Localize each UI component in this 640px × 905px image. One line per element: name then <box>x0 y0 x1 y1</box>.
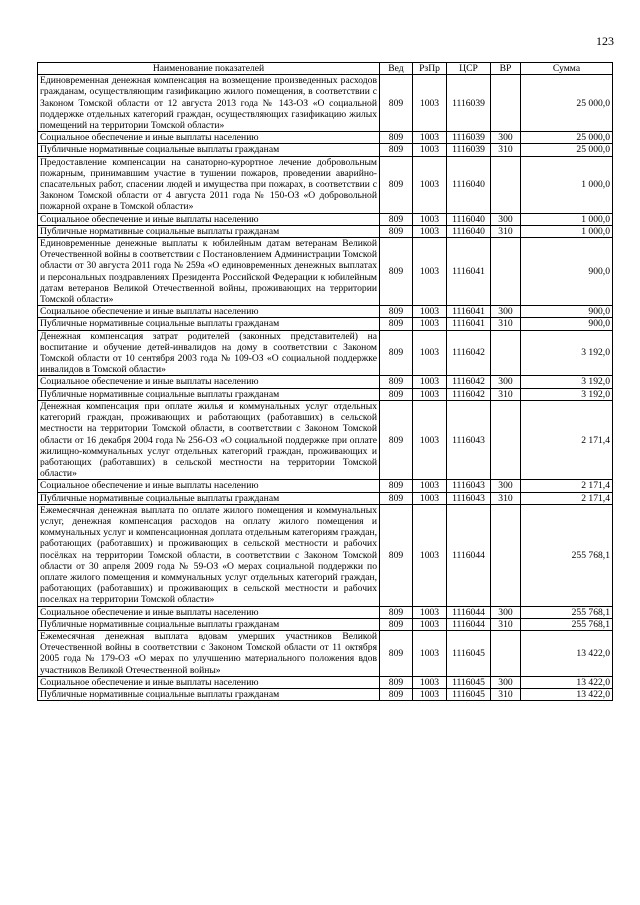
table-row <box>38 618 613 630</box>
cell-rzpr: 1003 <box>413 618 447 630</box>
cell-vr <box>491 504 521 606</box>
table-row <box>38 492 613 504</box>
header-sum: Сумма <box>521 63 613 75</box>
cell-sum: 25 000,0 <box>521 75 613 132</box>
cell-csr: 1116042 <box>447 330 491 376</box>
cell-csr: 1116040 <box>447 213 491 225</box>
cell-name: Единовременная денежная компенсация на возмещение произведенных расходов гражданам, осуществляющим газификацию жилого помещения, в соответствии с Законом Томской области от 12 августа 2013 года № 143-ОЗ «О социальной поддержке отдельных категорий граждан, осуществляющих газификацию жилых помещений на территории Томской области» <box>38 75 380 132</box>
cell-vr <box>491 630 521 676</box>
cell-rzpr: 1003 <box>413 676 447 688</box>
cell-vr <box>491 238 521 306</box>
table-header-row <box>38 63 613 75</box>
cell-name: Предоставление компенсации на санаторно-курортное лечение добровольным пожарным, принимавшим участие в тушении пожаров, проведении аварийно-спасательных работ, спасении людей и имущества при пожарах, в соответствии с Законом Томской области от 4 августа 2011 года № 150-ОЗ «О добровольной пожарной охране в Томской области» <box>38 156 380 213</box>
cell-rzpr: 1003 <box>413 225 447 237</box>
cell-name: Социальное обеспечение и иные выплаты населению <box>38 676 380 688</box>
header-ved: Вед <box>380 63 413 75</box>
cell-name: Ежемесячная денежная выплата вдовам умерших участников Великой Отечественной войны в соответствии с Законом Томской области от 11 октября 2005 года № 179-ОЗ «О мерах по улучшению материального положения вдов участников Великой Отечественной войны» <box>38 630 380 676</box>
cell-name: Публичные нормативные социальные выплаты гражданам <box>38 318 380 330</box>
cell-rzpr: 1003 <box>413 306 447 318</box>
cell-rzpr: 1003 <box>413 330 447 376</box>
cell-rzpr: 1003 <box>413 504 447 606</box>
cell-csr: 1116039 <box>447 144 491 156</box>
cell-rzpr: 1003 <box>413 606 447 618</box>
cell-name: Социальное обеспечение и иные выплаты населению <box>38 480 380 492</box>
cell-rzpr: 1003 <box>413 238 447 306</box>
cell-name: Публичные нормативные социальные выплаты гражданам <box>38 492 380 504</box>
table-row <box>38 318 613 330</box>
cell-rzpr: 1003 <box>413 376 447 388</box>
table-row <box>38 306 613 318</box>
cell-rzpr: 1003 <box>413 75 447 132</box>
cell-name: Социальное обеспечение и иные выплаты населению <box>38 213 380 225</box>
cell-rzpr: 1003 <box>413 156 447 213</box>
cell-csr: 1116045 <box>447 688 491 700</box>
cell-ved: 809 <box>380 630 413 676</box>
cell-ved: 809 <box>380 144 413 156</box>
table-row <box>38 630 613 676</box>
cell-name: Публичные нормативные социальные выплаты гражданам <box>38 225 380 237</box>
table-row <box>38 330 613 376</box>
cell-sum: 2 171,4 <box>521 492 613 504</box>
cell-ved: 809 <box>380 318 413 330</box>
cell-vr: 310 <box>491 388 521 400</box>
cell-csr: 1116044 <box>447 606 491 618</box>
cell-vr: 310 <box>491 318 521 330</box>
table-row <box>38 376 613 388</box>
cell-csr: 1116039 <box>447 75 491 132</box>
cell-name: Денежная компенсация при оплате жилья и коммунальных услуг отдельных категорий граждан, проживающих и работающих (работавших) в сельской местности на территории Томской области, в соответствии с Законом Томской области от 16 декабря 2004 года № 256-ОЗ «О социальной поддержке при оплате жилищно-коммунальных услуг отдельных категорий граждан, проживающих и работающих (работавших) в сельской местности на территории Томской области» <box>38 400 380 479</box>
cell-vr: 300 <box>491 606 521 618</box>
cell-csr: 1116041 <box>447 238 491 306</box>
table-row <box>38 676 613 688</box>
cell-name: Социальное обеспечение и иные выплаты населению <box>38 606 380 618</box>
cell-ved: 809 <box>380 306 413 318</box>
cell-ved: 809 <box>380 75 413 132</box>
cell-csr: 1116043 <box>447 480 491 492</box>
cell-name: Публичные нормативные социальные выплаты гражданам <box>38 388 380 400</box>
cell-name: Ежемесячная денежная выплата по оплате жилого помещения и коммунальных услуг, денежная компенсация расходов на оплату жилого помещения и коммунальных услуг и компенсационная доплата отдельным категориям граждан, работающих (работавших) и проживающих в сельской местности и рабочих посёлках на территории Томской области, в соответствии с Законом Томской области от 30 апреля 2009 года № 59-ОЗ «О мерах социальной поддержки по оплате жилого помещения и коммунальных услуг отдельных категорий граждан, работающих (работавших) и проживающих в сельской местности и рабочих поселках на территории Томской области» <box>38 504 380 606</box>
cell-csr: 1116040 <box>447 225 491 237</box>
cell-rzpr: 1003 <box>413 213 447 225</box>
cell-sum: 25 000,0 <box>521 144 613 156</box>
cell-sum: 900,0 <box>521 238 613 306</box>
table-row <box>38 238 613 306</box>
cell-rzpr: 1003 <box>413 480 447 492</box>
budget-table <box>37 62 613 701</box>
cell-name: Социальное обеспечение и иные выплаты населению <box>38 306 380 318</box>
cell-csr: 1116042 <box>447 376 491 388</box>
cell-name: Публичные нормативные социальные выплаты гражданам <box>38 688 380 700</box>
table-row <box>38 132 613 144</box>
table-row <box>38 388 613 400</box>
cell-vr: 300 <box>491 676 521 688</box>
cell-rzpr: 1003 <box>413 132 447 144</box>
cell-vr <box>491 75 521 132</box>
cell-csr: 1116042 <box>447 388 491 400</box>
header-vr: ВР <box>491 63 521 75</box>
cell-csr: 1116040 <box>447 156 491 213</box>
cell-rzpr: 1003 <box>413 388 447 400</box>
table-row <box>38 688 613 700</box>
cell-vr: 310 <box>491 225 521 237</box>
cell-rzpr: 1003 <box>413 400 447 479</box>
cell-ved: 809 <box>380 676 413 688</box>
cell-vr: 300 <box>491 480 521 492</box>
cell-rzpr: 1003 <box>413 318 447 330</box>
cell-sum: 1 000,0 <box>521 156 613 213</box>
cell-vr: 300 <box>491 132 521 144</box>
cell-csr: 1116039 <box>447 132 491 144</box>
cell-vr: 300 <box>491 306 521 318</box>
cell-sum: 255 768,1 <box>521 618 613 630</box>
cell-csr: 1116041 <box>447 318 491 330</box>
cell-ved: 809 <box>380 132 413 144</box>
cell-ved: 809 <box>380 492 413 504</box>
cell-ved: 809 <box>380 213 413 225</box>
header-name: Наименование показателей <box>38 63 380 75</box>
cell-sum: 3 192,0 <box>521 330 613 376</box>
header-csr: ЦСР <box>447 63 491 75</box>
cell-sum: 2 171,4 <box>521 480 613 492</box>
table-row <box>38 144 613 156</box>
cell-csr: 1116043 <box>447 400 491 479</box>
cell-rzpr: 1003 <box>413 492 447 504</box>
cell-sum: 900,0 <box>521 318 613 330</box>
cell-vr: 310 <box>491 618 521 630</box>
table-body <box>38 75 613 701</box>
cell-rzpr: 1003 <box>413 688 447 700</box>
cell-sum: 13 422,0 <box>521 630 613 676</box>
cell-sum: 1 000,0 <box>521 213 613 225</box>
cell-vr: 300 <box>491 213 521 225</box>
cell-sum: 900,0 <box>521 306 613 318</box>
cell-vr <box>491 400 521 479</box>
cell-sum: 13 422,0 <box>521 688 613 700</box>
table-row <box>38 75 613 132</box>
cell-csr: 1116044 <box>447 504 491 606</box>
cell-ved: 809 <box>380 504 413 606</box>
cell-ved: 809 <box>380 376 413 388</box>
cell-csr: 1116045 <box>447 630 491 676</box>
cell-ved: 809 <box>380 618 413 630</box>
cell-sum: 3 192,0 <box>521 376 613 388</box>
page-number: 123 <box>596 34 614 48</box>
cell-ved: 809 <box>380 688 413 700</box>
cell-ved: 809 <box>380 225 413 237</box>
cell-ved: 809 <box>380 238 413 306</box>
cell-name: Социальное обеспечение и иные выплаты населению <box>38 376 380 388</box>
cell-ved: 809 <box>380 388 413 400</box>
cell-ved: 809 <box>380 480 413 492</box>
table-row <box>38 480 613 492</box>
cell-csr: 1116044 <box>447 618 491 630</box>
cell-sum: 1 000,0 <box>521 225 613 237</box>
table-row <box>38 156 613 213</box>
table-row <box>38 606 613 618</box>
cell-rzpr: 1003 <box>413 144 447 156</box>
cell-csr: 1116045 <box>447 676 491 688</box>
cell-ved: 809 <box>380 156 413 213</box>
cell-name: Публичные нормативные социальные выплаты гражданам <box>38 618 380 630</box>
cell-name: Единовременные денежные выплаты к юбилейным датам ветеранам Великой Отечественной войны в соответствии с Постановлением Администрации Томской области от 30 августа 2011 года № 259а «О единовременных денежных выплатах и персональных поздравлениях Президента Российской Федерации к юбилейным датам ветеранов Великой Отечественной войны, проживающих на территории Томской области» <box>38 238 380 306</box>
cell-sum: 255 768,1 <box>521 504 613 606</box>
cell-sum: 255 768,1 <box>521 606 613 618</box>
cell-name: Денежная компенсация затрат родителей (законных представителей) на воспитание и обучение детей-инвалидов на дому в соответствии с Законом Томской области от 10 сентября 2003 года № 109-ОЗ «О социальной поддержке инвалидов в Томской области» <box>38 330 380 376</box>
cell-sum: 25 000,0 <box>521 132 613 144</box>
cell-sum: 13 422,0 <box>521 676 613 688</box>
cell-csr: 1116041 <box>447 306 491 318</box>
table-row <box>38 400 613 479</box>
table-row <box>38 213 613 225</box>
cell-vr: 310 <box>491 688 521 700</box>
cell-ved: 809 <box>380 606 413 618</box>
cell-vr: 300 <box>491 376 521 388</box>
cell-rzpr: 1003 <box>413 630 447 676</box>
cell-vr <box>491 156 521 213</box>
cell-sum: 2 171,4 <box>521 400 613 479</box>
cell-ved: 809 <box>380 400 413 479</box>
cell-name: Социальное обеспечение и иные выплаты населению <box>38 132 380 144</box>
cell-vr: 310 <box>491 144 521 156</box>
table-row <box>38 504 613 606</box>
cell-sum: 3 192,0 <box>521 388 613 400</box>
cell-csr: 1116043 <box>447 492 491 504</box>
cell-name: Публичные нормативные социальные выплаты гражданам <box>38 144 380 156</box>
cell-vr: 310 <box>491 492 521 504</box>
table-row <box>38 225 613 237</box>
cell-vr <box>491 330 521 376</box>
cell-ved: 809 <box>380 330 413 376</box>
header-rzpr: РзПр <box>413 63 447 75</box>
